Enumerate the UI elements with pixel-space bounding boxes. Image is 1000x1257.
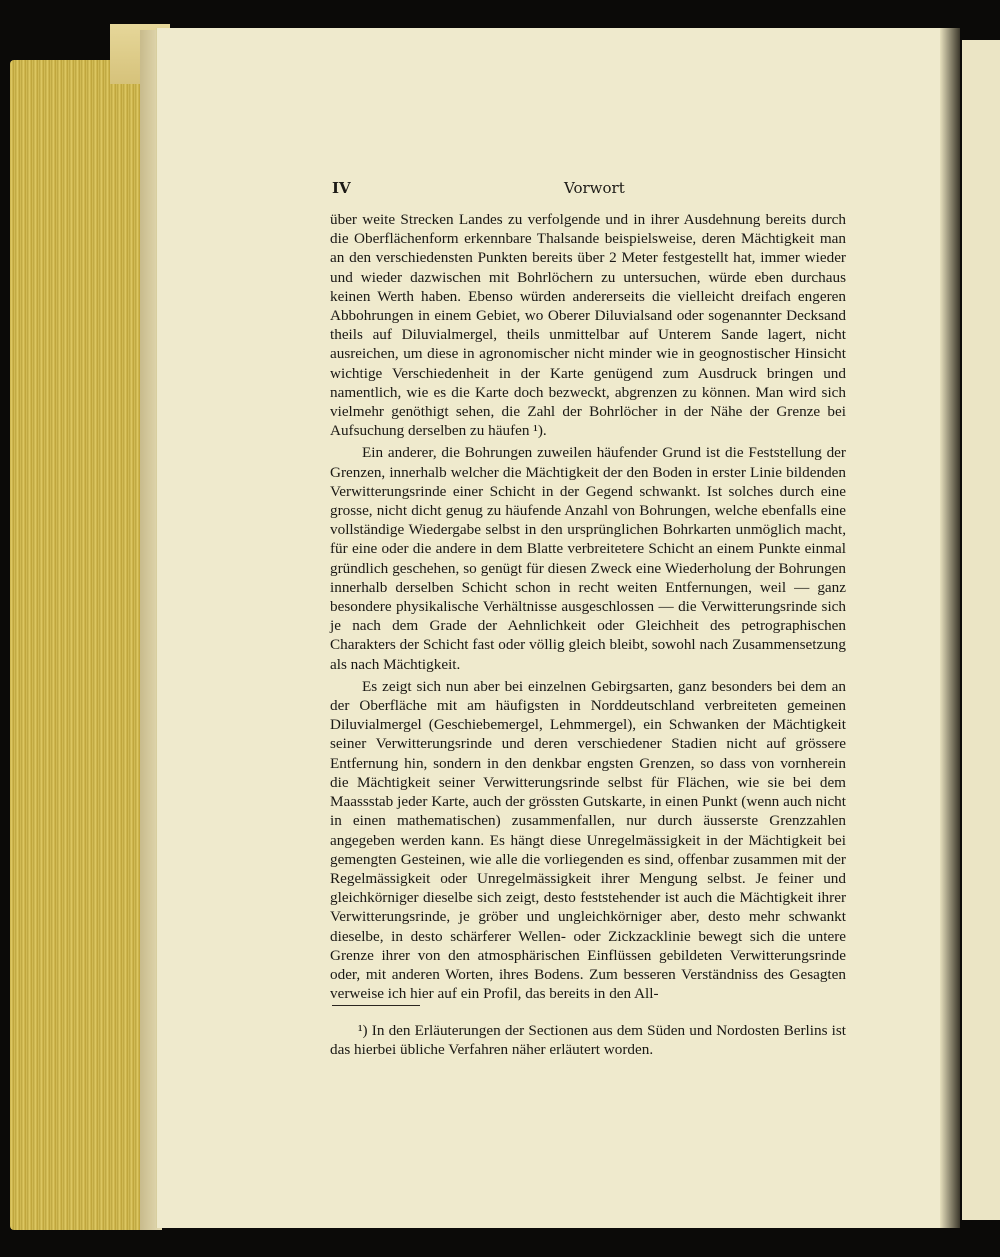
page-number: IV <box>332 179 351 197</box>
paragraph-1: über weite Strecken Landes zu verfolgende und in ihrer Ausdehnung bereits durch die Oberflächenform erkennbare Thalsande beispielsweise, deren Mächtigkeit man an den verschiedensten Punkten bereits über 2 Meter festgestellt hat, immer wieder und wieder dazwischen mit Bohrlöchern zu untersuchen, würde eben durchaus keinen Werth haben. Ebenso würden andererseits die vielleicht dreifach engeren Abbohrungen in einem Gebiet, wo Oberer Diluvialsand oder sogenannter Decksand theils auf Diluvialmergel, theils unmittelbar auf Unterem Sande lagert, nicht ausreichen, um diese in agronomischer nicht minder wie in geognostischer Hinsicht wichtige Verschiedenheit in der Karte genügend zum Ausdruck bringen und namentlich, wie es die Karte doch bezweckt, abgrenzen zu können. Man wird sich vielmehr genöthigt sehen, die Zahl der Bohrlöcher in der Nähe der Grenze bei Aufsuchung derselben zu häufen ¹). <box>330 211 846 440</box>
book-page-edges <box>10 60 160 1230</box>
running-head: Vorwort <box>564 179 625 197</box>
footnote: ¹) In den Erläuterungen der Sectionen aus dem Süden und Nordosten Berlins ist das hierbei übliche Verfahren näher erläutert worden. <box>330 1022 846 1058</box>
facing-page <box>962 40 1000 1220</box>
footnote-rule <box>332 1005 420 1006</box>
paragraph-2: Ein anderer, die Bohrungen zuweilen häufender Grund ist die Feststellung der Grenzen, innerhalb welcher die Mächtigkeit der den Boden in erster Linie bildenden Verwitterungsrinde einer Schicht in der Gegend schwankt. Ist solches durch eine grosse, nicht dicht genug zu häufende Anzahl von Bohrungen, welche ebenfalls eine vollständige Wiedergabe selbst in den ursprünglichen Bohrkarten unmöglich macht, für eine oder die andere in dem Blatte verbreitetere Schicht an einem Punkte einmal gründlich geschehen, so genügt für diesen Zweck eine Wiederholung der Bohrungen innerhalb derselben Schicht schon in recht weiten Entfernungen, weil — ganz besondere physikalische Verhältnisse ausgeschlossen — die Verwitterungsrinde sich je nach dem Grade der Aehnlichkeit oder Gleichheit des petrographischen Charakters der Schicht fast oder völlig gleich bleibt, sowohl nach Zusammensetzung als nach Mächtigkeit. <box>330 444 846 673</box>
paragraph-3: Es zeigt sich nun aber bei einzelnen Gebirgsarten, ganz besonders bei dem an der Oberfläche mit am häufigsten in Norddeutschland verbreiteten gemeinen Diluvialmergel (Geschiebemergel, Lehmmergel), ein Schwanken der Mächtigkeit seiner Verwitterungsrinde und deren verschiedener Stadien nicht auf grössere Entfernung hin, sondern in den denkbar engsten Grenzen, so dass von vornherein die Mächtigkeit seiner Verwitterungsrinde selbst für Flächen, wie sie bei dem Maassstab jeder Karte, auch der grössten Gutskarte, in einen Punkt (wenn auch nicht in einen mathematischen) zusammenfallen, nur durch äusserste Grenzzahlen angegeben werden kann. Es hängt diese Unregelmässigkeit in der Mächtigkeit bei gemengten Gesteinen, wie alle die vorliegenden es sind, offenbar zusammen mit der Regelmässigkeit oder Unregelmässigkeit ihrer Mengung selbst. Je feiner und gleichkörniger dieselbe sich zeigt, desto feststehender ist auch die Mächtigkeit ihrer Verwitterungsrinde, je gröber und ungleichkörniger aber, desto mehr schwankt dieselbe, in desto schärferer Wellen- oder Zickzacklinie bewegt sich die untere Grenze ihrer von den atmosphärischen Einflüssen gebildeten Verwitterungsrinde oder, mit anderen Worten, ihres Bodens. Zum besseren Verständniss des Gesagten verweise ich hier auf ein Profil, das bereits in den All- <box>330 677 846 1003</box>
page-gutter <box>940 28 960 1228</box>
page-header <box>332 179 846 199</box>
body-text <box>330 210 846 1006</box>
